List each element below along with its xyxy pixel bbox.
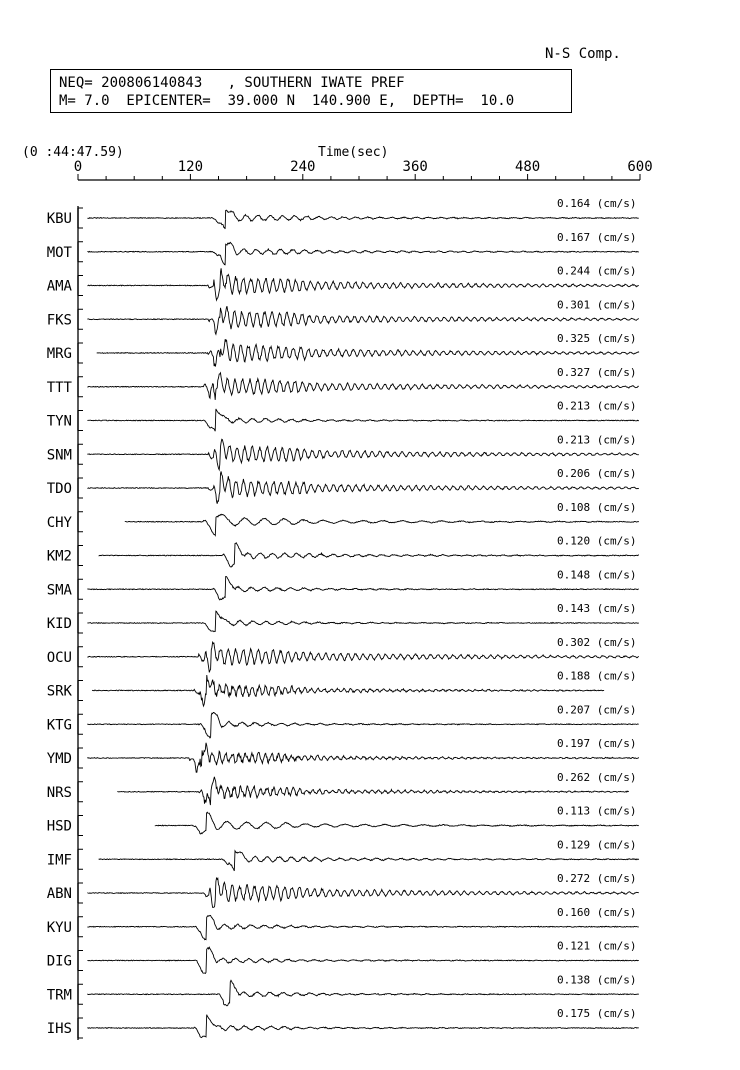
amplitude-value: 0.325 bbox=[557, 332, 591, 345]
amplitude-value: 0.206 bbox=[557, 467, 591, 480]
amplitude-label bbox=[557, 771, 637, 784]
amplitude-label bbox=[557, 636, 637, 649]
amplitude-unit: (cm/s) bbox=[596, 973, 637, 987]
amplitude-unit: (cm/s) bbox=[596, 872, 637, 885]
trace-imf bbox=[47, 838, 639, 871]
time-axis bbox=[74, 159, 653, 180]
waveform-srk bbox=[92, 675, 604, 706]
amplitude-unit: (cm/s) bbox=[596, 298, 637, 312]
amplitude-gap bbox=[590, 973, 597, 986]
amplitude-label bbox=[557, 838, 637, 851]
trace-km2 bbox=[47, 535, 639, 568]
trace-sma bbox=[47, 568, 639, 600]
amplitude-unit: (cm/s) bbox=[596, 264, 637, 278]
trace-chy bbox=[47, 501, 639, 536]
trace-ttt bbox=[47, 366, 639, 400]
amplitude-label bbox=[557, 298, 637, 311]
amplitude-value: 0.108 bbox=[557, 500, 591, 514]
amplitude-gap bbox=[590, 433, 597, 446]
amplitude-label bbox=[557, 265, 637, 278]
amplitude-label bbox=[557, 366, 637, 379]
amplitude-gap bbox=[590, 737, 597, 750]
station-label: ABN bbox=[46, 886, 72, 902]
station-label: MOT bbox=[46, 244, 72, 261]
station-label: IHS bbox=[46, 1021, 72, 1037]
amplitude-unit: (cm/s) bbox=[596, 568, 637, 582]
amplitude-value: 0.301 bbox=[557, 298, 591, 312]
amplitude-unit: (cm/s) bbox=[596, 838, 637, 852]
trace-mot bbox=[47, 231, 639, 265]
event-id-line: NEQ= 200806140843 , SOUTHERN IWATE PREF bbox=[59, 75, 405, 91]
trace-fks bbox=[47, 298, 639, 334]
trace-ama bbox=[47, 265, 639, 301]
amplitude-unit: (cm/s) bbox=[596, 635, 637, 649]
amplitude-gap bbox=[590, 467, 597, 480]
waveform-mot bbox=[87, 242, 638, 264]
amplitude-value: 0.148 bbox=[557, 568, 591, 582]
amplitude-unit: (cm/s) bbox=[596, 365, 637, 379]
trace-abn bbox=[47, 872, 639, 907]
amplitude-value: 0.327 bbox=[557, 365, 591, 379]
amplitude-unit: (cm/s) bbox=[596, 703, 637, 717]
station-label: IMF bbox=[46, 852, 72, 869]
station-label: KM2 bbox=[46, 548, 72, 565]
amplitude-gap bbox=[590, 771, 597, 784]
amplitude-value: 0.188 bbox=[557, 669, 591, 683]
amplitude-gap bbox=[590, 940, 597, 953]
component-label: N-S Comp. bbox=[545, 46, 621, 62]
amplitude-value: 0.244 bbox=[557, 264, 591, 278]
station-label: CHY bbox=[46, 514, 72, 531]
trace-ihs bbox=[47, 1007, 639, 1038]
amplitude-unit: (cm/s) bbox=[596, 602, 637, 615]
amplitude-unit: (cm/s) bbox=[596, 332, 637, 345]
amplitude-gap bbox=[590, 703, 597, 716]
amplitude-gap bbox=[590, 568, 597, 581]
station-label: KID bbox=[46, 616, 72, 632]
amplitude-value: 0.120 bbox=[557, 534, 591, 548]
amplitude-unit: (cm/s) bbox=[596, 804, 637, 818]
waveform-chy bbox=[125, 514, 639, 535]
amplitude-label bbox=[557, 1007, 637, 1020]
amplitude-unit: (cm/s) bbox=[596, 433, 637, 447]
x-tick-label: 240 bbox=[290, 159, 316, 175]
amplitude-label bbox=[557, 568, 637, 581]
waveform-kyu bbox=[87, 915, 638, 939]
amplitude-gap bbox=[590, 298, 597, 311]
amplitude-gap bbox=[590, 332, 597, 345]
station-label: MRG bbox=[46, 346, 72, 362]
station-label: TTT bbox=[46, 379, 72, 396]
amplitude-label bbox=[557, 467, 637, 480]
waveform-imf bbox=[99, 851, 639, 871]
trace-tdo bbox=[47, 467, 639, 504]
amplitude-label bbox=[557, 535, 637, 548]
event-parameters-line: M= 7.0 EPICENTER= 39.000 N 140.900 E, DEPTH= 10.0 bbox=[59, 93, 515, 109]
trace-ktg bbox=[47, 703, 639, 738]
origin-time-label: (0 :44:47.59) bbox=[22, 145, 124, 160]
trace-kid bbox=[47, 602, 639, 633]
station-label: DIG bbox=[46, 953, 72, 970]
amplitude-unit: (cm/s) bbox=[596, 534, 637, 548]
trace-dig bbox=[47, 940, 639, 974]
station-label: SNM bbox=[46, 447, 72, 464]
station-label: KTG bbox=[46, 717, 72, 734]
station-label: KYU bbox=[46, 919, 72, 936]
trace-nrs bbox=[47, 771, 637, 805]
amplitude-value: 0.138 bbox=[557, 973, 591, 987]
amplitude-label bbox=[557, 602, 637, 615]
station-label: TYN bbox=[46, 413, 72, 430]
amplitude-value: 0.113 bbox=[557, 804, 591, 818]
station-label: KBU bbox=[46, 211, 72, 227]
station-label: TRM bbox=[46, 987, 72, 1004]
amplitude-gap bbox=[590, 231, 597, 244]
amplitude-value: 0.207 bbox=[557, 703, 591, 717]
amplitude-unit: (cm/s) bbox=[596, 230, 637, 244]
amplitude-unit: (cm/s) bbox=[596, 197, 637, 210]
trace-mrg bbox=[47, 332, 639, 367]
waveform-kbu bbox=[87, 210, 638, 229]
amplitude-value: 0.213 bbox=[557, 399, 591, 413]
amplitude-gap bbox=[590, 535, 597, 548]
station-label: AMA bbox=[46, 278, 72, 295]
amplitude-value: 0.160 bbox=[557, 905, 591, 919]
trace-trm bbox=[47, 973, 639, 1006]
amplitude-label bbox=[557, 332, 637, 345]
amplitude-gap bbox=[590, 501, 597, 514]
amplitude-unit: (cm/s) bbox=[596, 467, 637, 480]
amplitude-gap bbox=[590, 670, 597, 683]
trace-kbu bbox=[47, 197, 639, 229]
amplitude-gap bbox=[590, 400, 597, 413]
trace-ymd bbox=[47, 737, 639, 772]
amplitude-unit: (cm/s) bbox=[596, 500, 637, 514]
amplitude-unit: (cm/s) bbox=[596, 939, 637, 953]
amplitude-value: 0.129 bbox=[557, 838, 591, 852]
trace-ocu bbox=[47, 636, 639, 673]
amplitude-unit: (cm/s) bbox=[596, 1007, 637, 1020]
amplitude-label bbox=[557, 805, 637, 818]
amplitude-unit: (cm/s) bbox=[596, 905, 637, 919]
x-tick-label: 600 bbox=[627, 159, 653, 175]
station-label: FKS bbox=[46, 312, 72, 329]
station-label: SRK bbox=[46, 683, 72, 700]
amplitude-label bbox=[557, 433, 637, 446]
trace-panel bbox=[47, 197, 639, 1040]
station-label: SMA bbox=[46, 582, 72, 599]
amplitude-label bbox=[557, 872, 637, 885]
station-label: OCU bbox=[46, 649, 72, 666]
trace-snm bbox=[47, 433, 639, 470]
amplitude-label bbox=[557, 906, 637, 919]
trace-tyn bbox=[47, 400, 639, 432]
amplitude-gap bbox=[590, 906, 597, 919]
x-tick-label: 480 bbox=[514, 159, 541, 175]
amplitude-value: 0.262 bbox=[557, 770, 591, 784]
amplitude-value: 0.302 bbox=[557, 635, 591, 649]
amplitude-label bbox=[557, 737, 637, 750]
amplitude-gap bbox=[590, 805, 597, 818]
amplitude-label bbox=[557, 703, 637, 716]
x-tick-label: 360 bbox=[402, 159, 428, 175]
station-label: TDO bbox=[46, 481, 72, 497]
amplitude-label bbox=[557, 501, 637, 514]
x-tick-label: 120 bbox=[177, 159, 204, 175]
amplitude-value: 0.272 bbox=[557, 872, 591, 885]
amplitude-gap bbox=[590, 602, 597, 615]
amplitude-value: 0.175 bbox=[557, 1007, 591, 1020]
trace-srk bbox=[47, 670, 637, 707]
amplitude-value: 0.197 bbox=[557, 737, 591, 750]
amplitude-label bbox=[557, 973, 637, 986]
station-label: HSD bbox=[46, 818, 72, 835]
amplitude-label bbox=[557, 197, 637, 210]
amplitude-value: 0.164 bbox=[557, 197, 591, 210]
amplitude-value: 0.213 bbox=[557, 433, 591, 447]
amplitude-unit: (cm/s) bbox=[596, 737, 637, 750]
amplitude-unit: (cm/s) bbox=[596, 770, 637, 784]
amplitude-value: 0.167 bbox=[557, 230, 591, 244]
amplitude-value: 0.121 bbox=[557, 939, 591, 953]
amplitude-label bbox=[557, 670, 637, 683]
amplitude-gap bbox=[590, 872, 597, 885]
amplitude-value: 0.143 bbox=[557, 602, 591, 615]
amplitude-label bbox=[557, 400, 637, 413]
amplitude-label bbox=[557, 231, 637, 244]
station-label: YMD bbox=[46, 751, 72, 767]
amplitude-gap bbox=[590, 636, 597, 649]
amplitude-unit: (cm/s) bbox=[596, 399, 637, 413]
amplitude-label bbox=[557, 940, 637, 953]
trace-hsd bbox=[47, 805, 639, 836]
amplitude-gap bbox=[590, 1007, 597, 1020]
x-tick-label: 0 bbox=[73, 159, 83, 175]
x-axis-title: Time(sec) bbox=[318, 145, 389, 160]
amplitude-gap bbox=[590, 265, 597, 278]
amplitude-gap bbox=[590, 366, 597, 379]
waveform-nrs bbox=[117, 777, 629, 805]
amplitude-gap bbox=[590, 197, 597, 210]
station-label: NRS bbox=[46, 784, 72, 801]
amplitude-gap bbox=[590, 838, 597, 851]
amplitude-unit: (cm/s) bbox=[596, 669, 637, 683]
trace-kyu bbox=[47, 906, 639, 940]
